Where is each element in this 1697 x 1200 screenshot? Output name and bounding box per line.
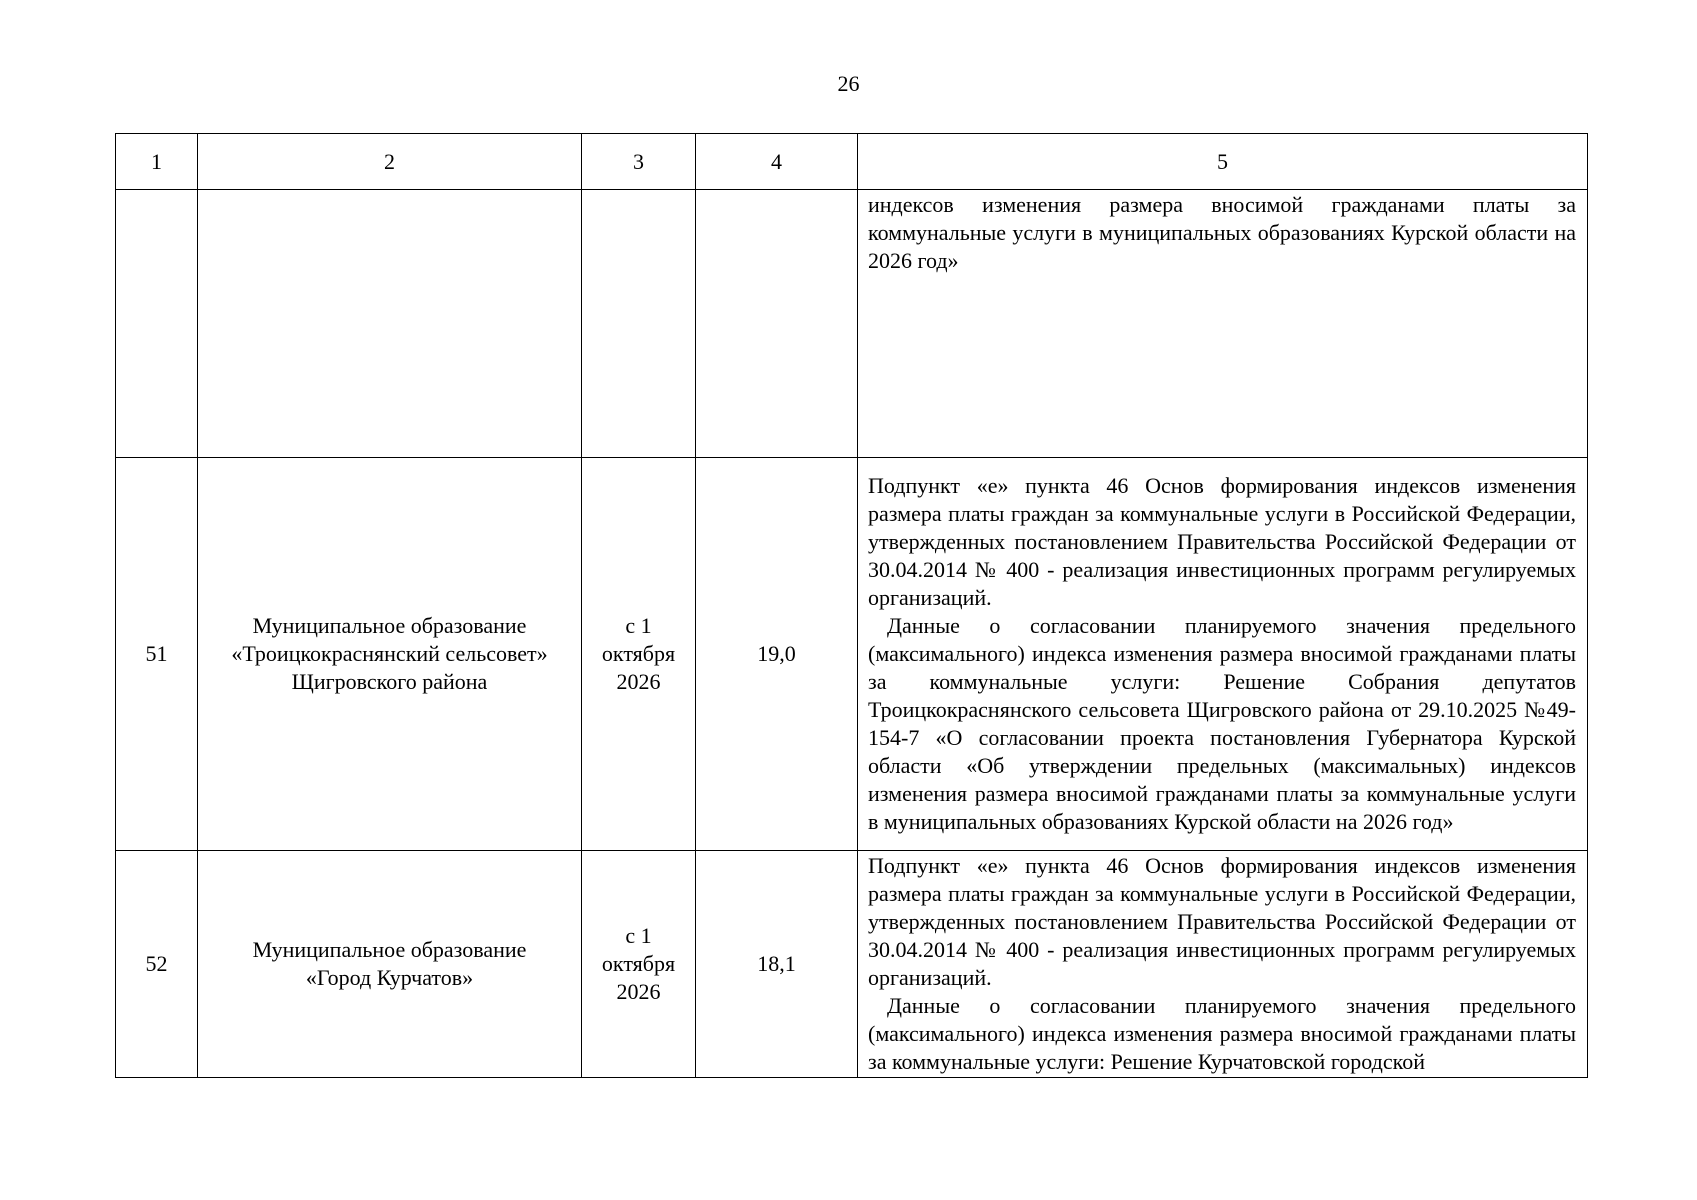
- table-header-row: [116, 134, 1588, 190]
- row-number-cell: 52: [116, 851, 198, 1078]
- municipality-line: Муниципальное образование: [252, 937, 527, 962]
- column-header: 2: [198, 134, 582, 190]
- date-cell: [582, 851, 696, 1078]
- date-cell: [582, 190, 696, 458]
- basis-cell: [858, 190, 1588, 458]
- column-header: 4: [696, 134, 858, 190]
- index-value-cell: 19,0: [696, 458, 858, 851]
- date-line: с 1: [625, 613, 652, 638]
- basis-paragraph: Данные о согласовании планируемого значения предельного (максимального) индекса изменения размера вносимой гражданами платы за коммунальные услуги: Решение Курчатовской городской: [868, 993, 1576, 1074]
- column-header: 1: [116, 134, 198, 190]
- basis-paragraph: индексов изменения размера вносимой гражданами платы за коммунальные услуги в муниципальных образованиях Курской области на 2026 год»: [868, 192, 1576, 273]
- municipality-line: «Город Курчатов»: [305, 965, 474, 990]
- municipality-line: Муниципальное образование: [252, 613, 527, 638]
- date-line: октября: [601, 641, 676, 666]
- index-value-cell: 18,1: [696, 851, 858, 1078]
- basis-paragraph: Данные о согласовании планируемого значения предельного (максимального) индекса изменения размера вносимой гражданами платы за коммунальные услуги: Решение Собрания депутатов Троицкокраснянского сельсовета Щигровского района от 29.10.2025 №49-154-7 «О согласовании проекта постановления Губернатора Курской области «Об утверждении предельных (максимальных) индексов изменения размера вносимой гражданами платы за коммунальные услуги в муниципальных образованиях Курской области на 2026 год»: [868, 613, 1576, 834]
- row-number-cell: [116, 190, 198, 458]
- page-number: 26: [837, 71, 860, 96]
- basis-cell: [858, 851, 1588, 1078]
- table-row: [116, 851, 1588, 1078]
- basis-paragraph: Подпункт «е» пункта 46 Основ формирования индексов изменения размера платы граждан за коммунальные услуги в Российской Федерации, утвержденных постановлением Правительства Российской Федерации от 30.04.2014 № 400 - реализация инвестиционных программ регулируемых организаций.: [868, 853, 1576, 990]
- column-header: 3: [582, 134, 696, 190]
- table-row-continuation: [116, 190, 1588, 458]
- table-row: [116, 458, 1588, 851]
- basis-paragraph: Подпункт «е» пункта 46 Основ формирования индексов изменения размера платы граждан за коммунальные услуги в Российской Федерации, утвержденных постановлением Правительства Российской Федерации от 30.04.2014 № 400 - реализация инвестиционных программ регулируемых организаций.: [868, 473, 1576, 610]
- municipality-cell: [198, 458, 582, 851]
- date-line: с 1: [625, 923, 652, 948]
- date-line: 2026: [616, 979, 661, 1004]
- basis-cell: [858, 458, 1588, 851]
- municipality-cell: [198, 851, 582, 1078]
- municipality-line: Щигровского района: [291, 669, 488, 694]
- municipality-cell: [198, 190, 582, 458]
- date-cell: [582, 458, 696, 851]
- date-line: 2026: [616, 669, 661, 694]
- municipality-line: «Троицкокраснянский сельсовет»: [231, 641, 548, 666]
- row-number-cell: 51: [116, 458, 198, 851]
- data-table: [115, 133, 1588, 1078]
- column-header: 5: [858, 134, 1588, 190]
- index-value-cell: [696, 190, 858, 458]
- date-line: октября: [601, 951, 676, 976]
